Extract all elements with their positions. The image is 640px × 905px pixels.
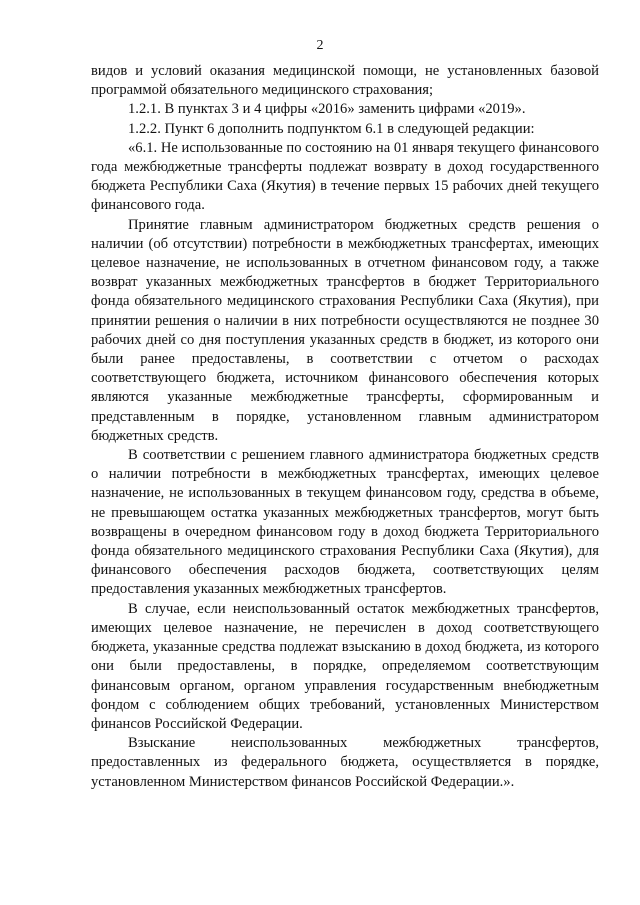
page-number: 2 bbox=[316, 38, 324, 53]
paragraph-continuation: видов и условий оказания медицинской помощи, не установленных базовой программой обязательного медицинского страхования; bbox=[91, 63, 599, 99]
paragraph-1-2-2: 1.2.2. Пункт 6 дополнить подпунктом 6.1 в следующей редакции: bbox=[128, 120, 535, 137]
paragraph-collection: В случае, если неиспользованный остаток межбюджетных трансфертов, имеющих целевое назначение, не перечислен в доход соответствующего бюджета, указанные средства подлежат взысканию в доход бюджета, из которого они были предоставлены, в порядке, определяемом соответствующим финансовым органом, органом управления государственным внебюджетным фондом с соблюдением общих требований, установленных Министерством финансов Российской Федерации. bbox=[91, 600, 599, 732]
document-body bbox=[91, 62, 599, 792]
paragraph-1-2-1: 1.2.1. В пунктах 3 и 4 цифры «2016» заменить цифрами «2019». bbox=[128, 101, 526, 118]
paragraph-federal-collection: Взыскание неиспользованных межбюджетных трансфертов, предоставленных из федерального бюджета, осуществляется в порядке, установленном Министерством финансов Российской Федерации.». bbox=[91, 735, 599, 790]
paragraph-decision-return: Принятие главным администратором бюджетных средств решения о наличии (об отсутствии) потребности в межбюджетных трансфертах, имеющих целевое назначение, не использованных в отчетном финансовом году, а также возврат указанных межбюджетных трансфертов в бюджет Территориального фонда обязательного медицинского страхования Республики Саха (Якутия), при принятии решения о наличии в них потребности осуществляются не позднее 30 рабочих дней со дня поступления указанных средств в бюджет, из которого они были ранее предоставлены, в соответствии с отчетом о расходах соответствующего бюджета, источником финансового обеспечения которых являются указанные межбюджетные трансферты, сформированным и представленным в порядке, установленном главным администратором бюджетных средств. bbox=[91, 216, 599, 444]
paragraph-return-next-year: В соответствии с решением главного администратора бюджетных средств о наличии потребности в межбюджетных трансфертах, имеющих целевое назначение, не использованных в текущем финансовом году, средства в объеме, не превышающем остатка указанных межбюджетных трансфертов, могут быть возвращены в очередном финансовом году в доход бюджета Территориального фонда обязательного медицинского страхования Республики Саха (Якутия), для финансового обеспечения расходов бюджета, соответствующих целям предоставления указанных межбюджетных трансфертов. bbox=[91, 447, 599, 598]
paragraph-6-1: «6.1. Не использованные по состоянию на 01 января текущего финансового года межбюджетные трансферты подлежат возврату в доход государственного бюджета Республики Саха (Якутия) в течение первых 15 рабочих дней текущего финансового года. bbox=[91, 139, 599, 214]
